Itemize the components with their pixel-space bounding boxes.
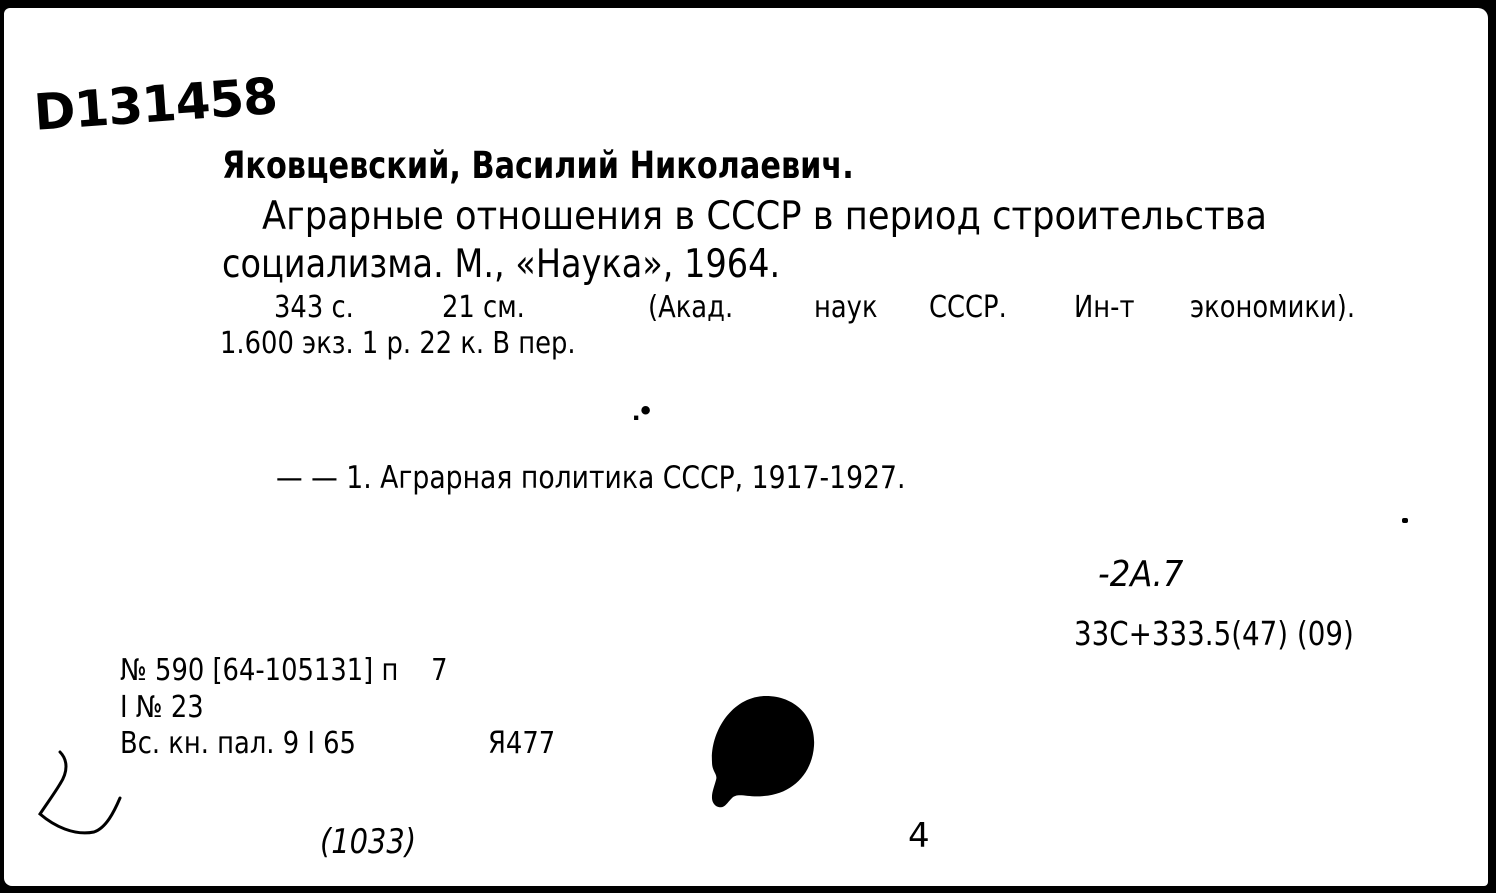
title-line-2: социализма. М., «Наука», 1964. [222, 242, 781, 287]
description-series-5: экономики). [1190, 290, 1356, 325]
handwritten-number: -2А.7 [1098, 554, 1184, 595]
catalog-card [4, 8, 1488, 886]
description-size: 21 см. [442, 290, 525, 325]
dot-mark: .• [632, 394, 651, 427]
record-number-line: № 590 [64-105131] п 7 [120, 653, 448, 688]
record-author-mark: Я477 [488, 726, 556, 761]
record-chamber-line: Вс. кн. пал. 9 I 65 [120, 726, 356, 761]
description-series-4: Ин-т [1074, 290, 1135, 325]
description-series-3: СССР. [929, 290, 1007, 325]
title-line-1: Аграрные отношения в СССР в период строительства [262, 194, 1268, 239]
description-series-2: наук [814, 290, 878, 325]
subject-note: — — 1. Аграрная политика СССР, 1917-1927. [276, 460, 906, 496]
handwritten-digit: 4 [908, 816, 930, 856]
author-heading: Яковцевский, Василий Николаевич. [222, 144, 854, 187]
description-print-run: 1.600 экз. 1 р. 22 к. В пер. [220, 326, 576, 361]
handwritten-accession-code: D131458 [32, 67, 279, 142]
bottom-handwriting: (1033) [320, 822, 417, 862]
description-pages: 343 с. [274, 290, 354, 325]
handwritten-l-mark [24, 746, 134, 846]
speck-mark [1402, 518, 1408, 523]
punch-hole [704, 688, 824, 818]
classification-code: 33С+333.5(47) (09) [1074, 614, 1354, 653]
record-issue-line: I № 23 [120, 690, 204, 725]
description-series-1: (Акад. [648, 290, 734, 325]
